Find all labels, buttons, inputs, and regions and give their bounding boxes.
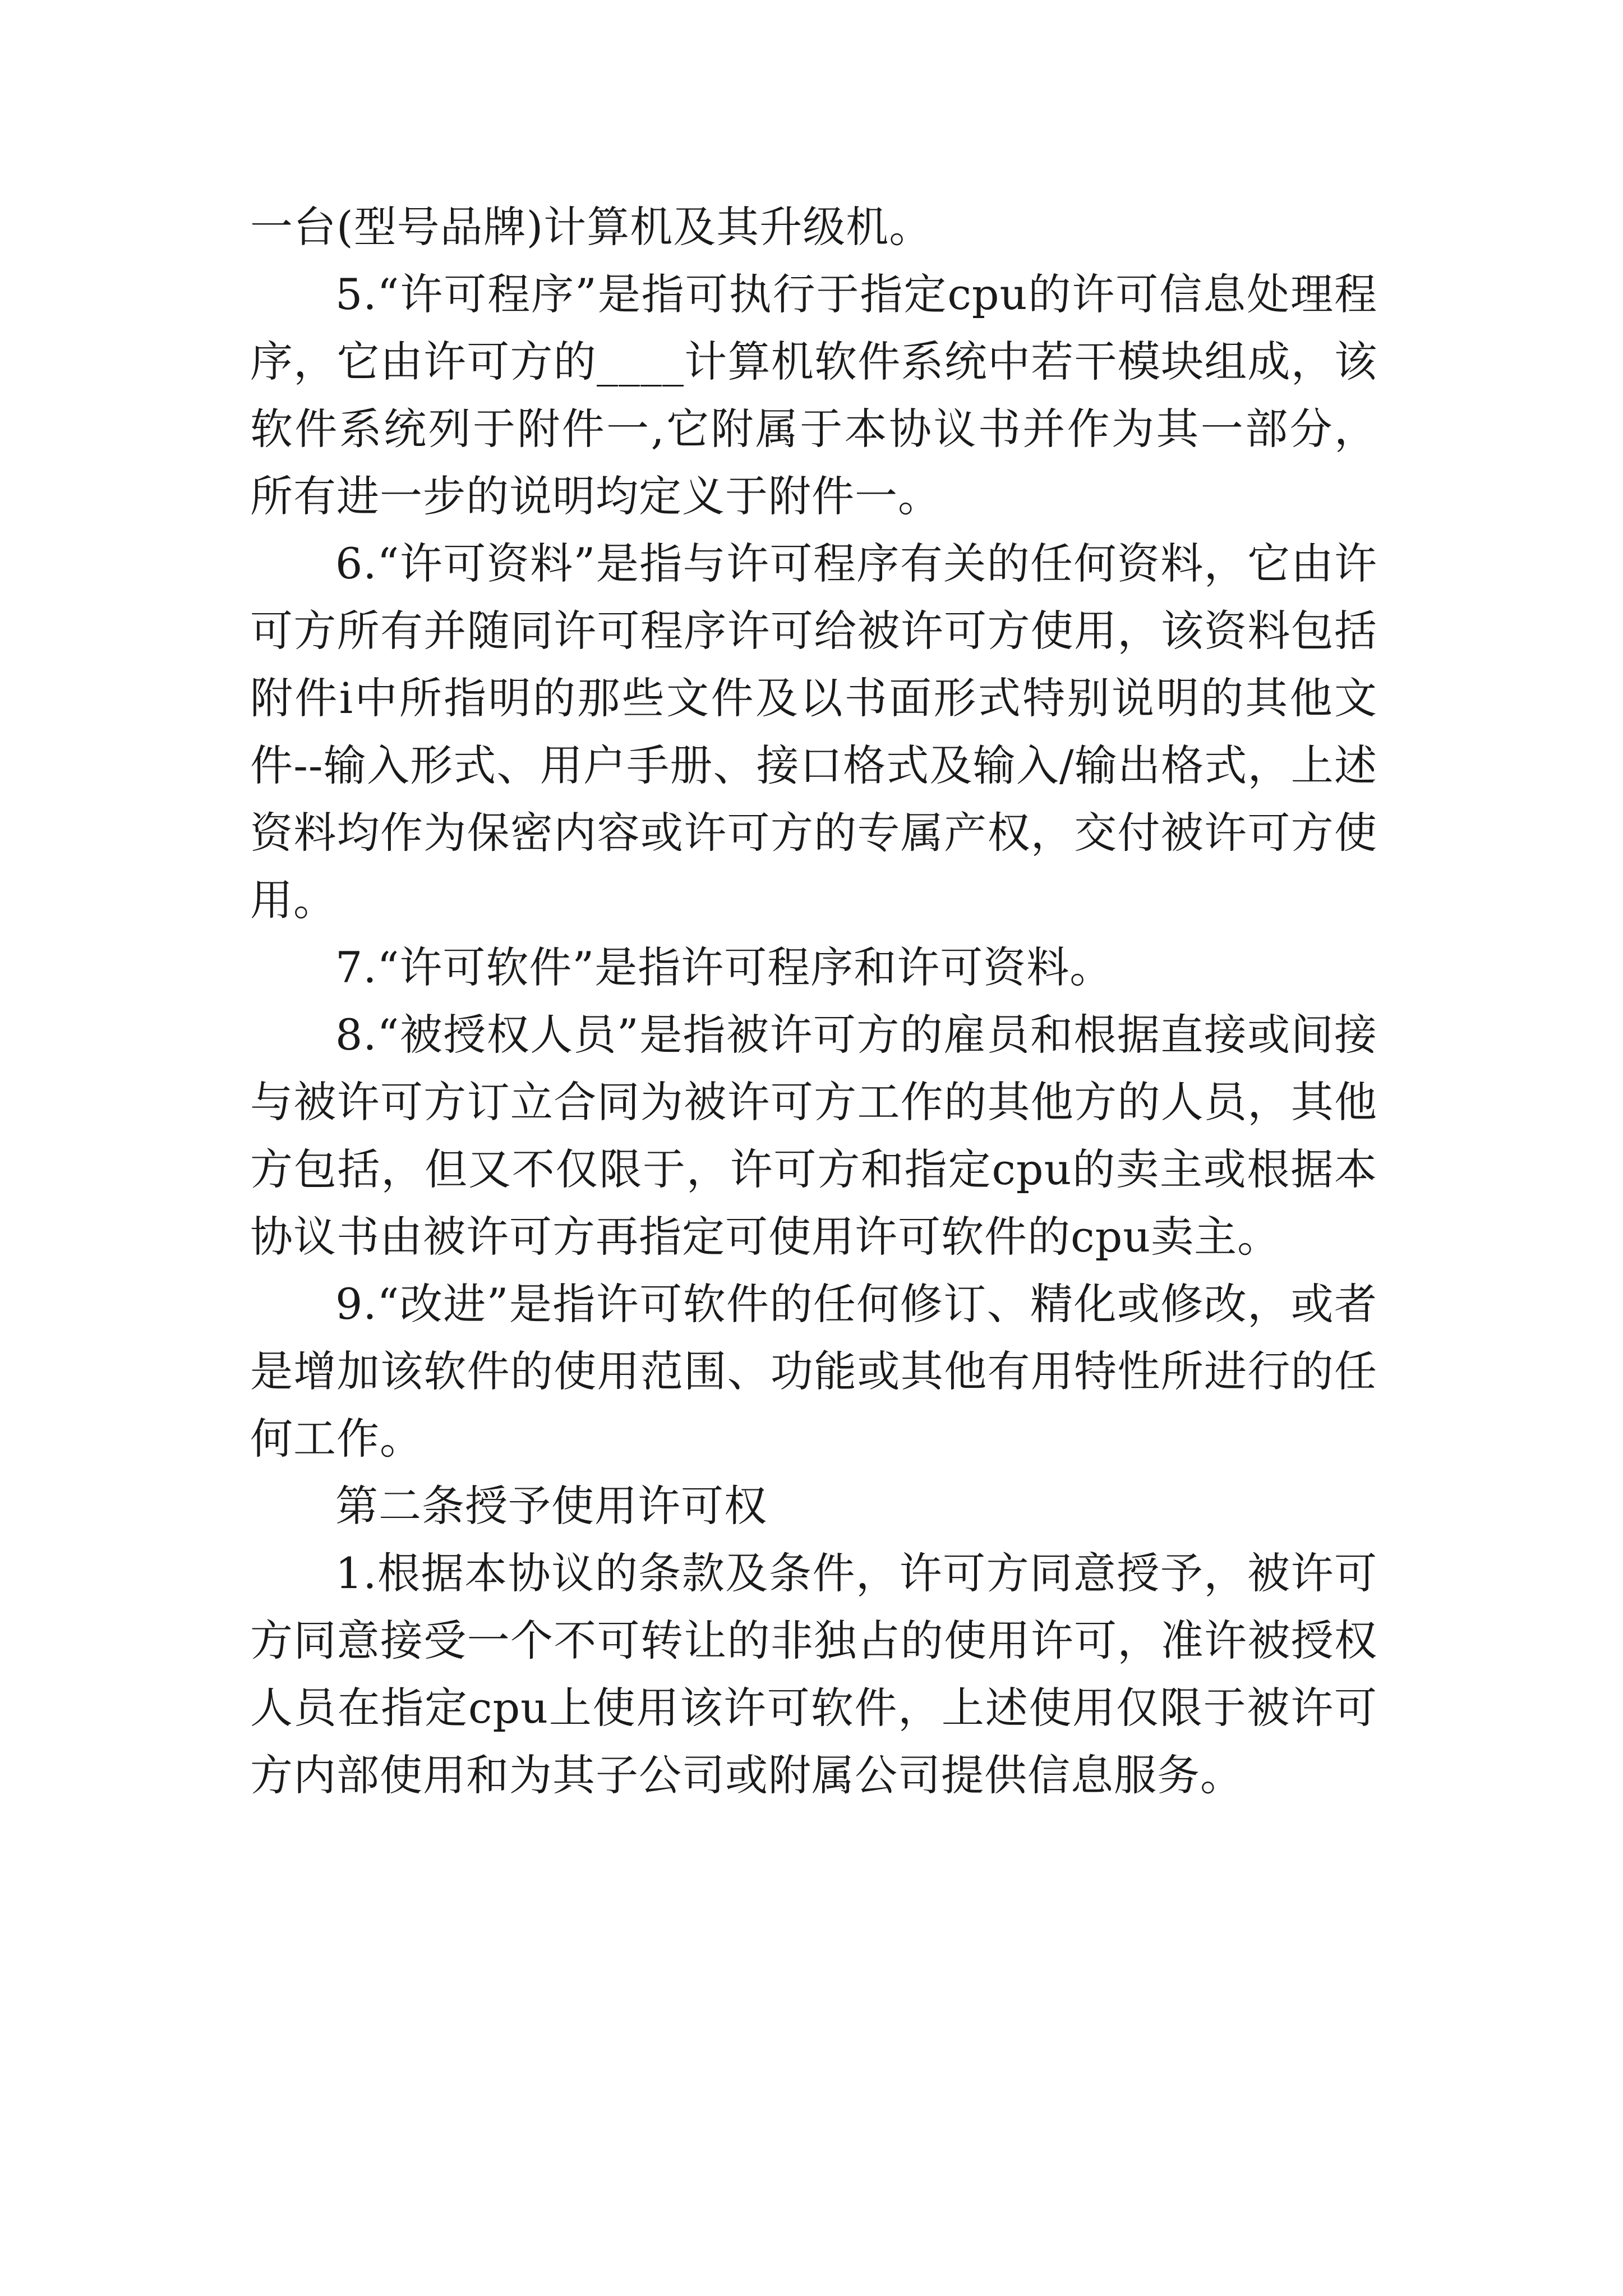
paragraph-article-2-item-1: 1.根据本协议的条款及条件，许可方同意授予，被许可方同意接受一个不可转让的非独占的使用许可，准许被授权人员在指定cpu上使用该许可软件，上述使用仅限于被许可方内部使用和为其子公司或附属公司提供信息服务。 (250, 1548, 1377, 1800)
paragraph-item-5: 5.“许可程序”是指可执行于指定cpu的许可信息处理程序，它由许可方的____计算机软件系统中若干模块组成，该软件系统列于附件一,它附属于本协议书并作为其一部分，所有进一步的说明均定义于附件一。 (250, 269, 1377, 521)
paragraph-item-7: 7.“许可软件”是指许可程序和许可资料。 (335, 942, 1113, 992)
paragraph-item-6: 6.“许可资料”是指与许可程序有关的任何资料，它由许可方所有并随同许可程序许可给被许可方使用，该资料包括附件i中所指明的那些文件及以书面形式特别说明的其他文件--输入形式、用户手册、接口格式及输入/输出格式，上述资料均作为保密内容或许可方的专属产权，交付被许可方使用。 (250, 539, 1377, 925)
paragraph-item-9: 9.“改进”是指许可软件的任何修订、精化或修改，或者是增加该软件的使用范围、功能或其他有用特性所进行的任何工作。 (250, 1279, 1377, 1464)
document-body (250, 194, 1377, 1809)
section-heading-article-2: 第二条授予使用许可权 (335, 1481, 767, 1531)
paragraph-continuation: 一台(型号品牌)计算机及其升级机。 (250, 202, 933, 252)
paragraph-item-8: 8.“被授权人员”是指被许可方的雇员和根据直接或间接与被许可方订立合同为被许可方工作的其他方的人员，其他方包括，但又不仅限于，许可方和指定cpu的卖主或根据本协议书由被许可方再指定可使用许可软件的cpu卖主。 (250, 1010, 1377, 1262)
